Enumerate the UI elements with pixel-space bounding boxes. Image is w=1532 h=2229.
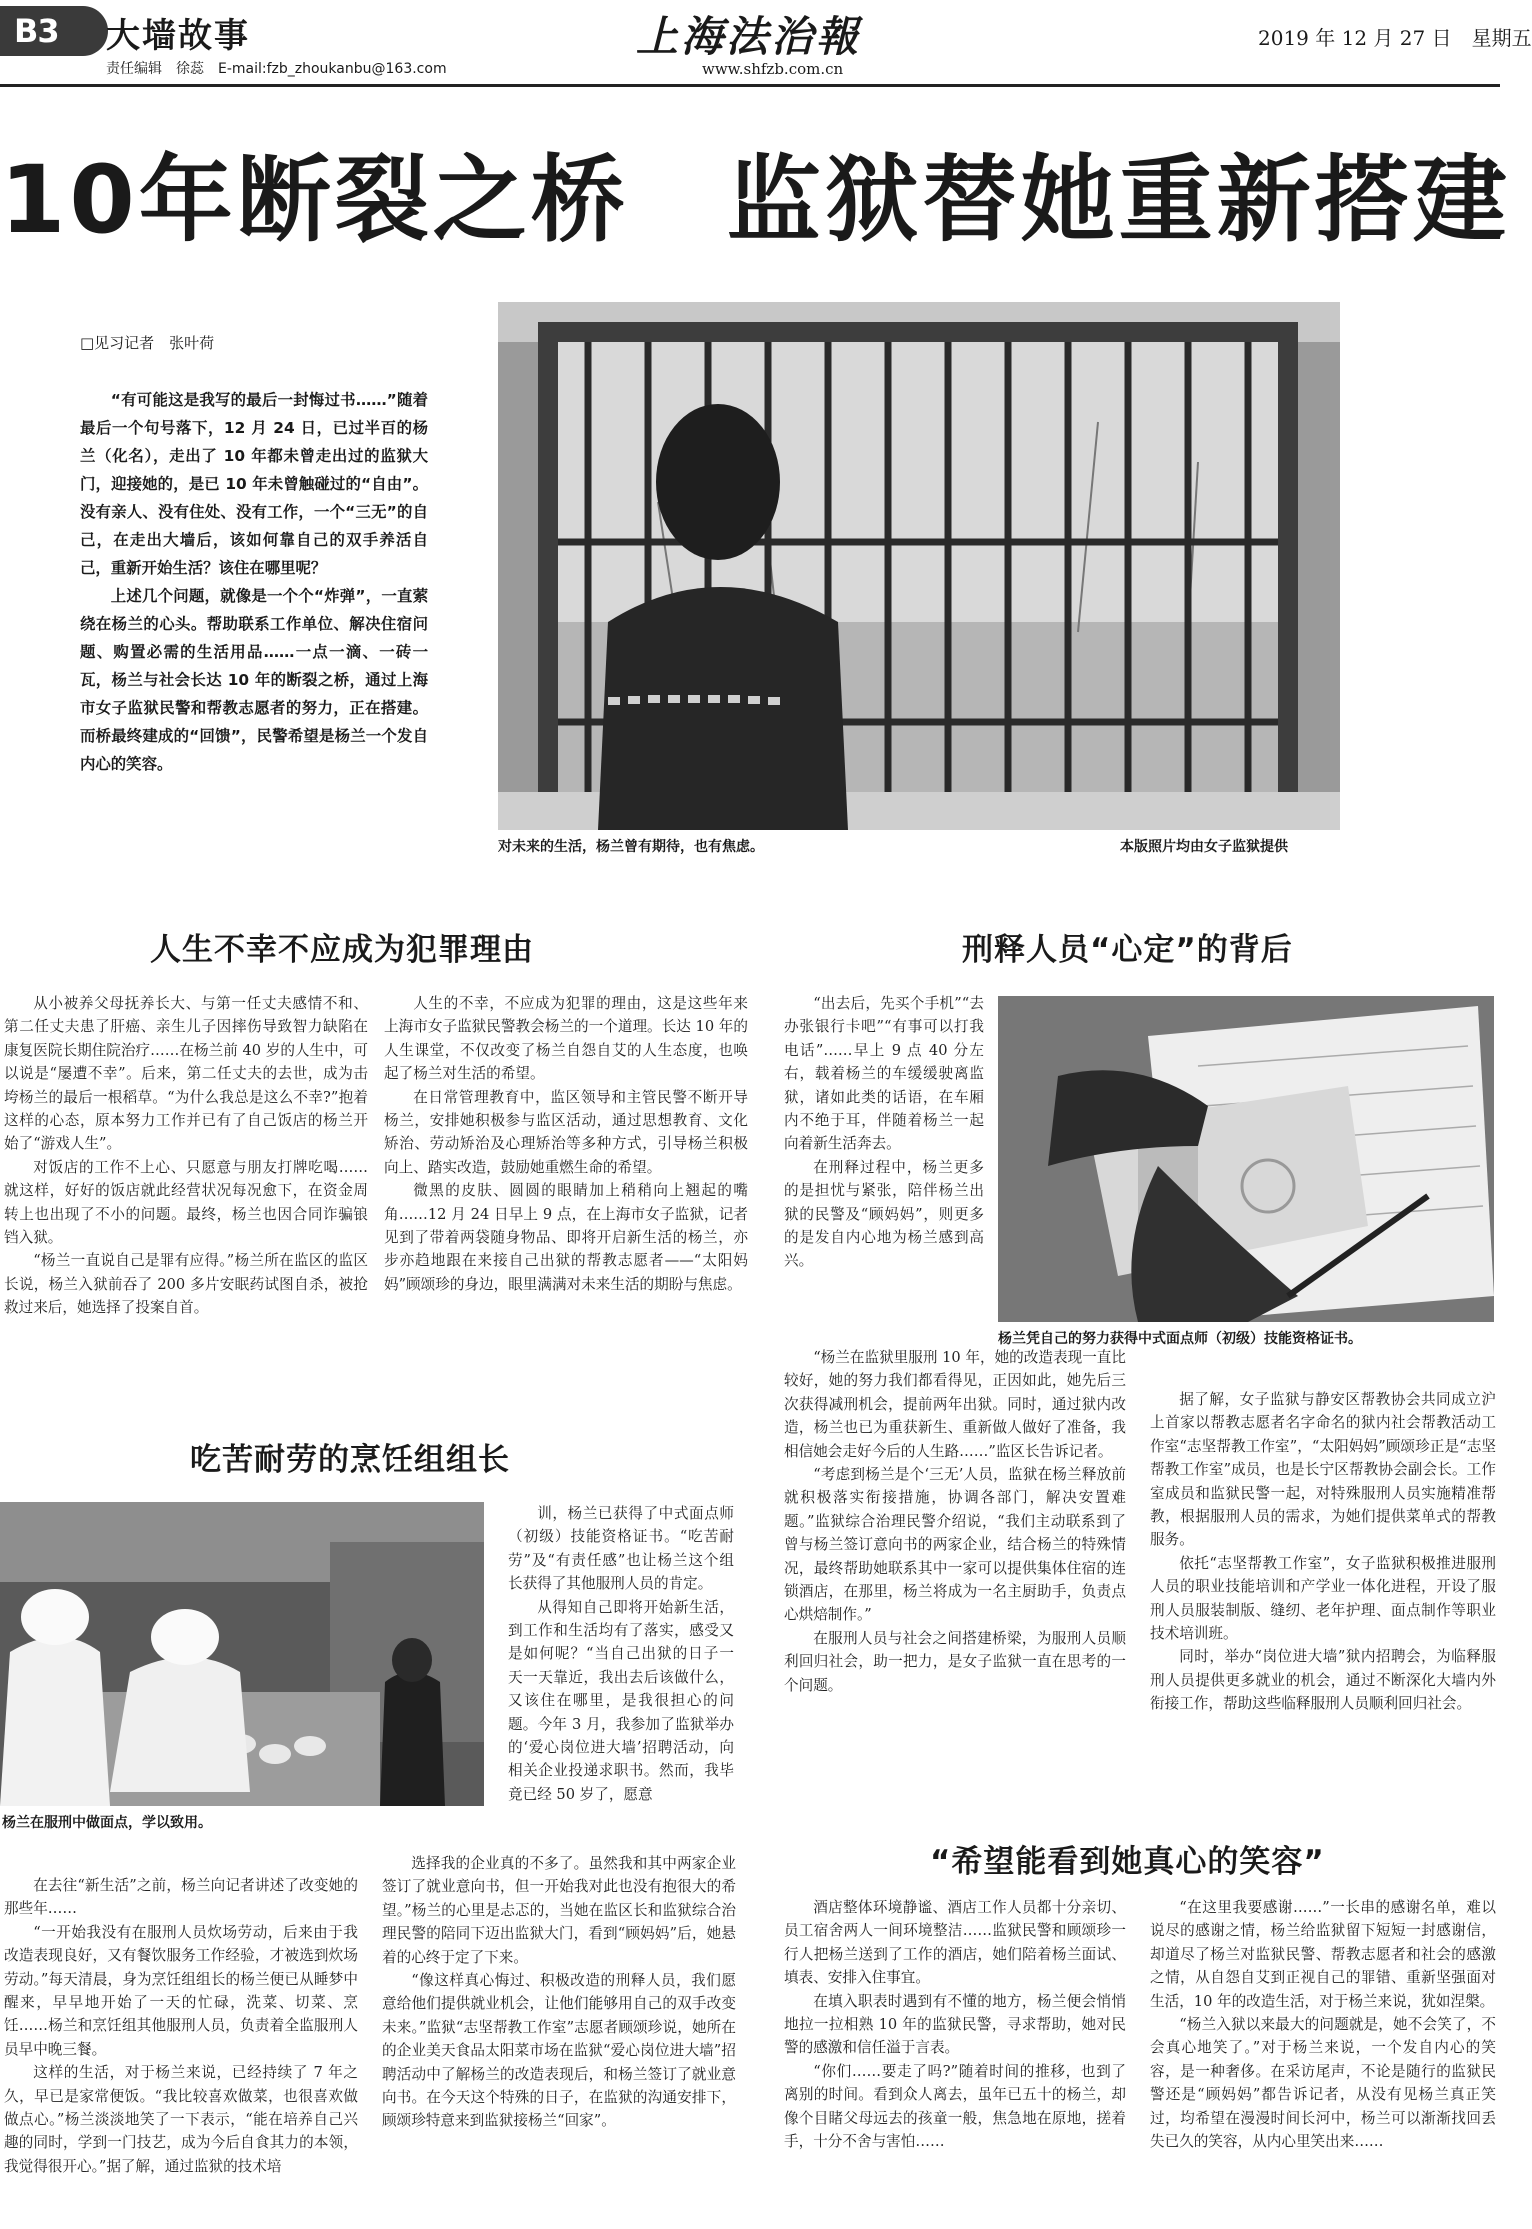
certificate-photo-caption: 杨兰凭自己的努力获得中式面点师（初级）技能资格证书。 bbox=[998, 1331, 1362, 1347]
subhead-sec1: 人生不幸不应成为犯罪理由 bbox=[150, 932, 534, 968]
sec3-column-right bbox=[508, 1502, 734, 1852]
issue-date: 2019 年 12 月 27 日 星期五 bbox=[1258, 26, 1532, 50]
paragraph: “你们……要走了吗?”随着时间的推移，也到了离别的时间。看到众人离去，虽年已五十的杨兰，却像个目睹父母远去的孩童一般，焦急地在原地，搓着手，十分不舍与害怕…… bbox=[784, 2062, 1126, 2151]
lede-paragraph: 上述几个问题，就像是一个个“炸弹”，一直萦绕在杨兰的心头。帮助联系工作单位、解决住宿问题、购置必需的生活用品……一点一滴、一砖一瓦，杨兰与社会长达 10 年的断裂之桥，通过上海市女子监狱民警和帮教志愿者的努力，正在搭建。而桥最终建成的“回馈”，民警希望是杨兰一个发自内心的笑容。 bbox=[80, 587, 428, 773]
paragraph: 对饭店的工作不上心、只愿意与朋友打牌吃喝……就这样，好好的饭店就此经营状况每况愈下，在资金周转上也出现了不小的问题。最终，杨兰也因合同诈骗锒铛入狱。 bbox=[4, 1158, 368, 1247]
sec2-column-b bbox=[784, 1346, 1126, 1822]
kitchen-photo-caption: 杨兰在服刑中做面点，学以致用。 bbox=[2, 1815, 212, 1831]
page-number: B3 bbox=[14, 12, 59, 50]
subhead-sec2: 刑释人员“心定”的背后 bbox=[962, 932, 1293, 968]
paragraph: 酒店整体环境静谧、酒店工作人员都十分亲切、员工宿舍两人一间环境整洁……监狱民警和顾颂珍一行人把杨兰送到了工作的酒店，她们陪着杨兰面试、填表、安排入住事宜。 bbox=[784, 1899, 1126, 1987]
newspaper-url: www.shfzb.com.cn bbox=[702, 60, 844, 78]
sec2-column-c bbox=[1150, 1388, 1496, 1822]
sec4-column-b bbox=[1150, 1896, 1496, 2224]
newspaper-masthead: 上海法治報 bbox=[636, 12, 862, 61]
paragraph: 据了解，女子监狱与静安区帮教协会共同成立沪上首家以帮教志愿者名字命名的狱内社会帮教活动工作室“志坚帮教工作室”，“太阳妈妈”顾颂珍正是“志坚帮教工作室”成员，也是长宁区帮教协会副会长。工作室成员和监狱民警一起，对特殊服刑人员实施精准帮教，根据服刑人员的需求，为她们提供菜单式的帮教服务。 bbox=[1150, 1391, 1496, 1549]
main-photo-window bbox=[498, 302, 1340, 830]
lede-text bbox=[80, 386, 428, 778]
sec4-column-a bbox=[784, 1896, 1126, 2224]
sec1-column-a bbox=[4, 992, 368, 1432]
photo-credit: 本版照片均由女子监狱提供 bbox=[1120, 839, 1288, 855]
paragraph: 在服刑人员与社会之间搭建桥梁，为服刑人员顺利回归社会，助一把力，是女子监狱一直在思考的一个问题。 bbox=[784, 1629, 1126, 1694]
sec3-column-a bbox=[4, 1874, 358, 2224]
sec2-column-a bbox=[784, 992, 984, 1328]
paragraph: 微黑的皮肤、圆圆的眼睛加上稍稍向上翘起的嘴角……12 月 24 日早上 9 点，在上海市女子监狱，记者见到了带着两袋随身物品、即将开启新生活的杨兰，亦步亦趋地跟在来接自己出狱的帮教志愿者——“太阳妈妈”顾颂珍的身边，眼里满满对未来生活的期盼与焦虑。 bbox=[384, 1182, 748, 1293]
subhead-sec4: “希望能看到她真心的笑容” bbox=[930, 1844, 1325, 1880]
page-number-badge bbox=[0, 6, 108, 56]
paragraph: 从得知自己即将开始新生活，到工作和生活均有了落实，感受又是如何呢？“当自己出狱的日子一天一天靠近，我出去后该做什么，又该住在哪里，是我很担心的问题。今年 3 月，我参加了监狱举办的‘爱心岗位进大墙’招聘活动，向相关企业投递求职书。然而，我毕竟已经 50 岁了，愿意 bbox=[508, 1598, 734, 1803]
paragraph: “出去后，先买个手机”“去办张银行卡吧”“有事可以打我电话”……早上 9 点 40 分左右，载着杨兰的车缓缓驶离监狱，诸如此类的话语，在车厢内不绝于耳，伴随着杨兰一起向着新生活奔去。 bbox=[784, 995, 984, 1153]
paragraph: “像这样真心悔过、积极改造的刑释人员，我们愿意给他们提供就业机会，让他们能够用自己的双手改变未来。”监狱“志坚帮教工作室”志愿者顾颂珍说，她所在的企业美天食品太阳菜市场在监狱“爱心岗位进大墙”招聘活动中了解杨兰的改造表现后，和杨兰签订了就业意向书。在今天这个特殊的日子，在监狱的沟通安排下，顾颂珍特意来到监狱接杨兰“回家”。 bbox=[382, 1972, 736, 2130]
editor-line: 责任编辑 徐蕊 E-mail:fzb_zhoukanbu@163.com bbox=[106, 61, 447, 77]
subhead-sec3: 吃苦耐劳的烹饪组组长 bbox=[190, 1442, 510, 1478]
paragraph: “杨兰一直说自己是罪有应得。”杨兰所在监区的监区长说，杨兰入狱前吞了 200 多片安眠药试图自杀，被抢救过来后，她选择了投案自首。 bbox=[4, 1252, 368, 1317]
paragraph: 这样的生活，对于杨兰来说，已经持续了 7 年之久，早已是家常便饭。“我比较喜欢做菜，也很喜欢做做点心。”杨兰淡淡地笑了一下表示，“能在培养自己兴趣的同时，学到一门技艺，成为今后自食其力的本领，我觉得很开心。”据了解，通过监狱的技术培 bbox=[4, 2064, 358, 2175]
sec3-column-b bbox=[382, 1852, 736, 2224]
paragraph: “杨兰在监狱里服刑 10 年，她的改造表现一直比较好，她的努力我们都看得见，正因如此，她先后三次获得减刑机会，提前两年出狱。同时，通过狱内改造，杨兰也已为重获新生、重新做人做好了准备，我相信她会走好今后的人生路……”监区长告诉记者。 bbox=[784, 1349, 1126, 1460]
paragraph: 人生的不幸，不应成为犯罪的理由，这是这些年来上海市女子监狱民警教会杨兰的一个道理。长达 10 年的人生课堂，不仅改变了杨兰自怨自艾的人生态度，也唤起了杨兰对生活的希望。 bbox=[384, 995, 748, 1083]
paragraph: 训，杨兰已获得了中式面点师（初级）技能资格证书。“吃苦耐劳”及“有责任感”也让杨兰这个组长获得了其他服刑人员的肯定。 bbox=[508, 1505, 734, 1593]
kitchen-photo bbox=[0, 1502, 484, 1806]
paragraph: “一开始我没有在服刑人员炊场劳动，后来由于我改造表现良好，又有餐饮服务工作经验，才被选到炊场劳动。”每天清晨，身为烹饪组组长的杨兰便已从睡梦中醒来，早早地开始了一天的忙碌，洗菜、切菜、烹饪……杨兰和烹饪组其他服刑人员，负责着全监服刑人员早中晚三餐。 bbox=[4, 1923, 358, 2058]
main-photo-caption: 对未来的生活，杨兰曾有期待，也有焦虑。 bbox=[498, 839, 764, 855]
paragraph: “考虑到杨兰是个‘三无’人员，监狱在杨兰释放前就积极落实衔接措施，协调各部门，解决安置难题。”监狱综合治理民警介绍说，“我们主动联系到了曾与杨兰签订意向书的两家企业，结合杨兰的特殊情况，最终帮助她联系其中一家可以提供集体住宿的连锁酒店，在那里，杨兰将成为一名主厨助手，负责点心烘焙制作。” bbox=[784, 1466, 1126, 1624]
certificate-photo bbox=[998, 996, 1494, 1322]
paragraph: 选择我的企业真的不多了。虽然我和其中两家企业签订了就业意向书，但一开始我对此也没有抱很大的希望。”杨兰的心里是忐忑的，当她在监区长和监狱综合治理民警的陪同下迈出监狱大门，看到“顾妈妈”后，她悬着的心终于定了下来。 bbox=[382, 1855, 736, 1966]
header-rule bbox=[0, 84, 1500, 87]
paragraph: 从小被养父母抚养长大、与第一任丈夫感情不和、第二任丈夫患了肝癌、亲生儿子因摔伤导致智力缺陷在康复医院长期住院治疗……在杨兰前 40 岁的人生中，可以说是“屡遭不幸”。后来，第二任丈夫的去世，成为击垮杨兰的最后一根稻草。“为什么我总是这么不幸?”抱着这样的心态，原本努力工作并已有了自己饭店的杨兰开始了“游戏人生”。 bbox=[4, 995, 368, 1153]
sec1-column-b bbox=[384, 992, 748, 1432]
paragraph: 在去往“新生活”之前，杨兰向记者讲述了改变她的那些年…… bbox=[4, 1877, 358, 1918]
paragraph: “在这里我要感谢……”一长串的感谢名单，难以说尽的感谢之情，杨兰给监狱留下短短一封感谢信，却道尽了杨兰对监狱民警、帮教志愿者和社会的感激之情，从自怨自艾到正视自己的罪错、重新坚强面对生活，10 年的改造生活，对于杨兰来说，犹如涅槃。 bbox=[1150, 1899, 1496, 2010]
paragraph: 在填入职表时遇到有不懂的地方，杨兰便会悄悄地拉一拉相熟 10 年的监狱民警，寻求帮助，她对民警的感激和信任溢于言表。 bbox=[784, 1992, 1126, 2057]
paragraph: 同时，举办“岗位进大墙”狱内招聘会，为临释服刑人员提供更多就业的机会，通过不断深化大墙内外衔接工作，帮助这些临释服刑人员顺利回归社会。 bbox=[1150, 1648, 1496, 1713]
paragraph: 在刑释过程中，杨兰更多的是担忧与紧张，陪伴杨兰出狱的民警及“顾妈妈”，则更多的是发自内心地为杨兰感到高兴。 bbox=[784, 1158, 984, 1270]
section-name: 大墙故事 bbox=[106, 16, 250, 56]
paragraph: 依托“志坚帮教工作室”，女子监狱积极推进服刑人员的职业技能培训和产学业一体化进程，开设了服刑人员服装制版、缝纫、老年护理、面点制作等职业技术培训班。 bbox=[1150, 1554, 1496, 1643]
paragraph: “杨兰入狱以来最大的问题就是，她不会笑了，不会真心地笑了。”对于杨兰来说，一个发自内心的笑容，是一种奢侈。在采访尾声，不论是随行的监狱民警还是“顾妈妈”都告诉记者，从没有见杨兰真正笑过，均希望在漫漫时间长河中，杨兰可以渐渐找回丢失已久的笑容，从内心里笑出来…… bbox=[1150, 2016, 1496, 2151]
page-headline: 10年断裂之桥 监狱替她重新搭建 bbox=[0, 146, 1511, 255]
lede-paragraph: “有可能这是我写的最后一封悔过书……”随着最后一个句号落下，12 月 24 日，已过半百的杨兰（化名），走出了 10 年都未曾走出过的监狱大门，迎接她的，是已 10 年未曾触碰过的“自由”。没有亲人、没有住处、没有工作，一个“三无”的自己，在走出大墙后，该如何靠自己的双手养活自己，重新开始生活？该住在哪里呢？ bbox=[80, 391, 428, 577]
byline: □见习记者 张叶荷 bbox=[80, 334, 215, 352]
paragraph: 在日常管理教育中，监区领导和主管民警不断开导杨兰，安排她积极参与监区活动，通过思想教育、文化矫治、劳动矫治及心理矫治等多种方式，引导杨兰积极向上、踏实改造，鼓励她重燃生命的希望。 bbox=[384, 1088, 748, 1176]
